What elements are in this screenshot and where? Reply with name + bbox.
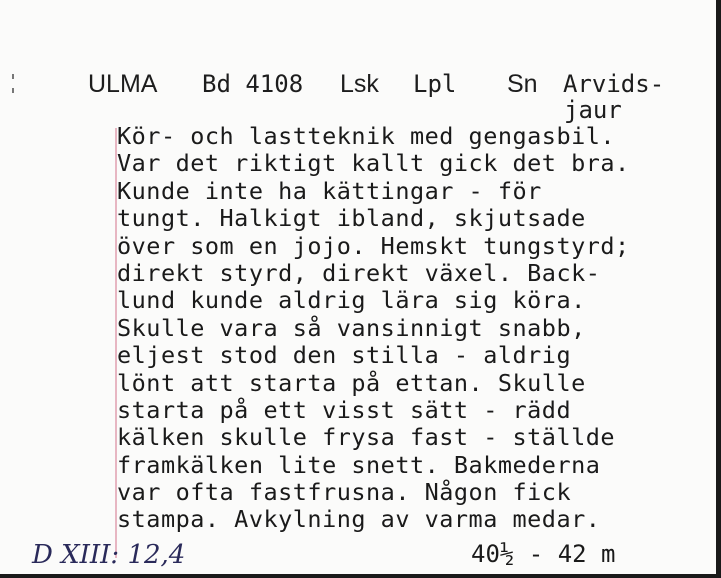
parish-name-continued: jaur: [564, 96, 622, 124]
volume-number: Bd 4108: [202, 70, 304, 98]
text-line: var ofta fastfrusna. Någon fick: [117, 478, 572, 507]
text-line: Kunde inte ha kättingar - för: [117, 176, 542, 205]
text-line: direkt styrd, direkt växel. Back-: [117, 258, 601, 287]
parish-label: Sn: [507, 70, 538, 98]
text-line: kälken skulle frysa fast - ställde: [117, 423, 616, 452]
handwritten-signum: D XIII: 12,4: [32, 540, 186, 570]
parish-name: Arvids-: [563, 70, 665, 98]
province-subcode: Lpl: [413, 70, 457, 98]
province-code: Lsk: [340, 70, 379, 98]
card-body-text: [117, 123, 707, 534]
text-line: tungt. Halkigt ibland, skjutsade: [117, 204, 586, 233]
text-line: Kör- och lastteknik med gengasbil.: [117, 122, 616, 150]
collection-code: ULMA: [88, 70, 158, 98]
text-line: över som en jojo. Hemskt tungstyrd;: [117, 231, 630, 260]
text-line: framkälken lite snett. Bakmederna: [117, 450, 601, 479]
text-line: lönt att starta på ettan. Skulle: [117, 368, 586, 397]
text-line: Var det riktigt kallt gick det bra.: [117, 149, 630, 178]
text-line: lund kunde aldrig lära sig köra.: [117, 286, 586, 315]
page-reference: 40½ - 42 m: [471, 540, 616, 568]
text-line: Skulle vara så vansinnigt snabb,: [117, 313, 586, 342]
text-line: stampa. Avkylning av varma medar.: [117, 505, 601, 534]
text-line: starta på ett visst sätt - rädd: [117, 395, 572, 424]
text-line: eljest stod den stilla - aldrig: [117, 341, 572, 370]
